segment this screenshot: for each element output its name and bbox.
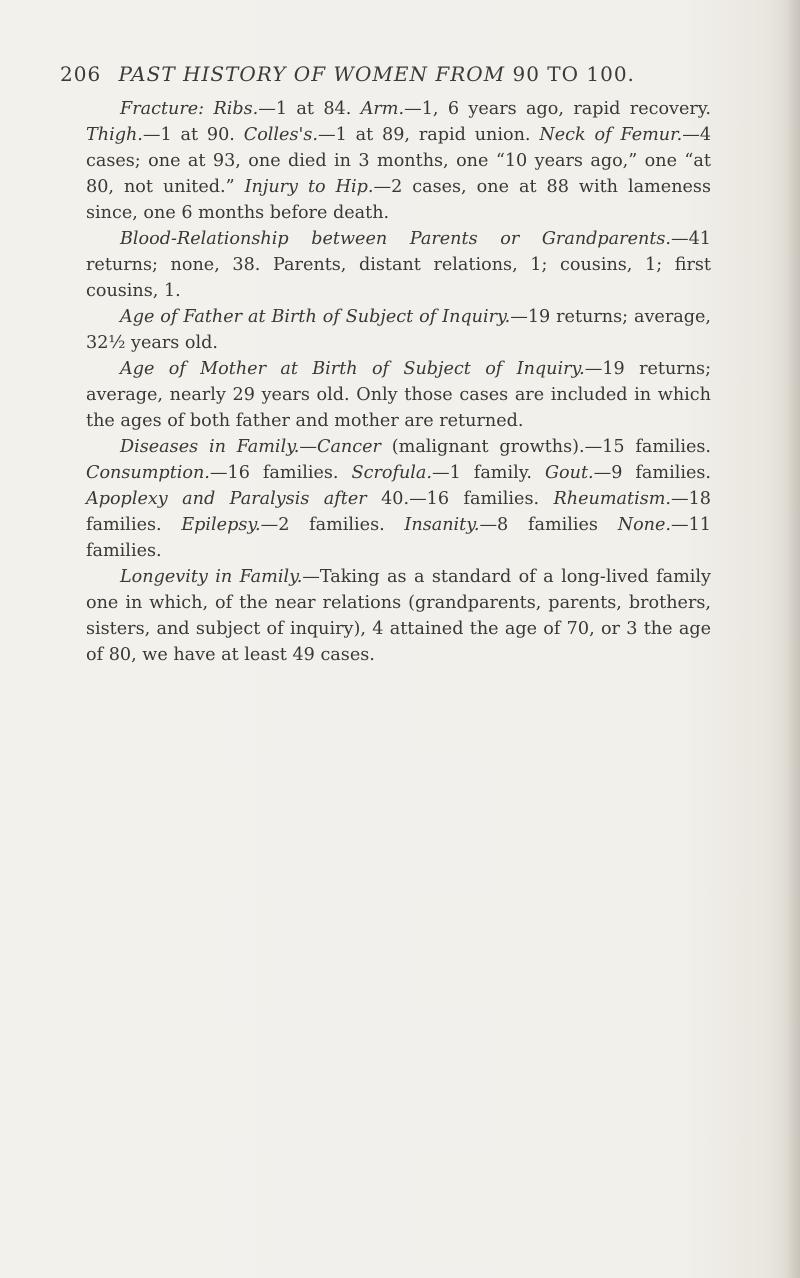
text: —Taking as a standard of a long-lived family one in which, of the near relations (grandparents, parents, brothers, sisters, and subject of inquiry), 4 attained the age of 70, or 3 the age of 80, we have at least 49 cases.: [86, 567, 711, 665]
text: —9 families.: [593, 463, 712, 483]
heading-age-of-mother: Age of Mother at Birth of Subject of Inquiry.: [120, 359, 585, 379]
page-number: 206: [60, 62, 102, 86]
text: —2 cases, one at 88 with lameness since, one 6 months before death.: [86, 177, 711, 223]
paragraph-age-of-mother: [86, 356, 711, 434]
text: —1, 6 years ago, rapid recovery.: [404, 99, 712, 119]
heading-epilepsy: Epilepsy.: [181, 515, 261, 535]
paragraph-diseases-in-family: [86, 434, 711, 564]
heading-injury-to-hip: Injury to Hip.: [244, 177, 374, 197]
heading-apoplexy: Apoplexy and Paralysis after: [86, 489, 367, 509]
text: —1 at 84.: [258, 99, 361, 119]
text: —1 at 90.: [142, 125, 244, 145]
heading-blood-relationship: Blood-Relationship between Parents or Grandparents.: [120, 229, 672, 249]
heading-age-of-father: Age of Father at Birth of Subject of Inquiry.: [120, 307, 511, 327]
running-title: PAST HISTORY OF WOMEN FROM: [118, 62, 506, 86]
text: —19 returns; average, nearly 29 years old. Only those cases are included in which the ages of both father and mother are returned.: [86, 359, 711, 431]
heading-rheumatism: Rheumatism.: [553, 489, 672, 509]
heading-scrofula: Scrofula.: [351, 463, 432, 483]
heading-diseases-cancer: Diseases in Family.—Cancer: [120, 437, 381, 457]
running-header: [60, 62, 635, 86]
text: (malignant growths).—15 families.: [380, 437, 711, 457]
text: —2 families.: [260, 515, 405, 535]
heading-fracture-ribs: Fracture: Ribs.: [120, 99, 259, 119]
page-body: [86, 96, 711, 668]
heading-consumption: Consumption.: [86, 463, 210, 483]
heading-longevity-in-family: Longevity in Family.: [120, 567, 303, 587]
heading-colles: Colles's.: [243, 125, 318, 145]
text: —4 cases; one at 93, one died in 3 months, one “10 years ago,” one “at 80, not united.”: [86, 125, 712, 197]
text: —8 families: [479, 515, 618, 535]
text: —1 at 89, rapid union.: [317, 125, 540, 145]
text: —41 returns; none, 38. Parents, distant relations, 1; cousins, 1; first cousins, 1.: [86, 229, 711, 301]
text: 40.—16 families.: [366, 489, 554, 509]
heading-neck-of-femur: Neck of Femur.: [539, 125, 683, 145]
page-edge-shadow: [786, 0, 800, 1278]
paragraph-age-of-father: [86, 304, 711, 356]
paragraph-blood-relationship: [86, 226, 711, 304]
text: —16 families.: [209, 463, 352, 483]
text: —1 family.: [432, 463, 545, 483]
text: —18 families.: [86, 489, 711, 535]
paragraph-longevity: [86, 564, 711, 668]
heading-thigh: Thigh.: [86, 125, 143, 145]
heading-none: None.: [617, 515, 672, 535]
text: —11 families.: [86, 515, 711, 561]
paragraph-fractures: [86, 96, 711, 226]
heading-arm: Arm.: [360, 99, 405, 119]
text: —19 returns; average, 32½ years old.: [86, 307, 711, 353]
running-title-numbers: 90 TO 100.: [512, 62, 635, 86]
heading-insanity: Insanity.: [404, 515, 480, 535]
heading-gout: Gout.: [544, 463, 594, 483]
